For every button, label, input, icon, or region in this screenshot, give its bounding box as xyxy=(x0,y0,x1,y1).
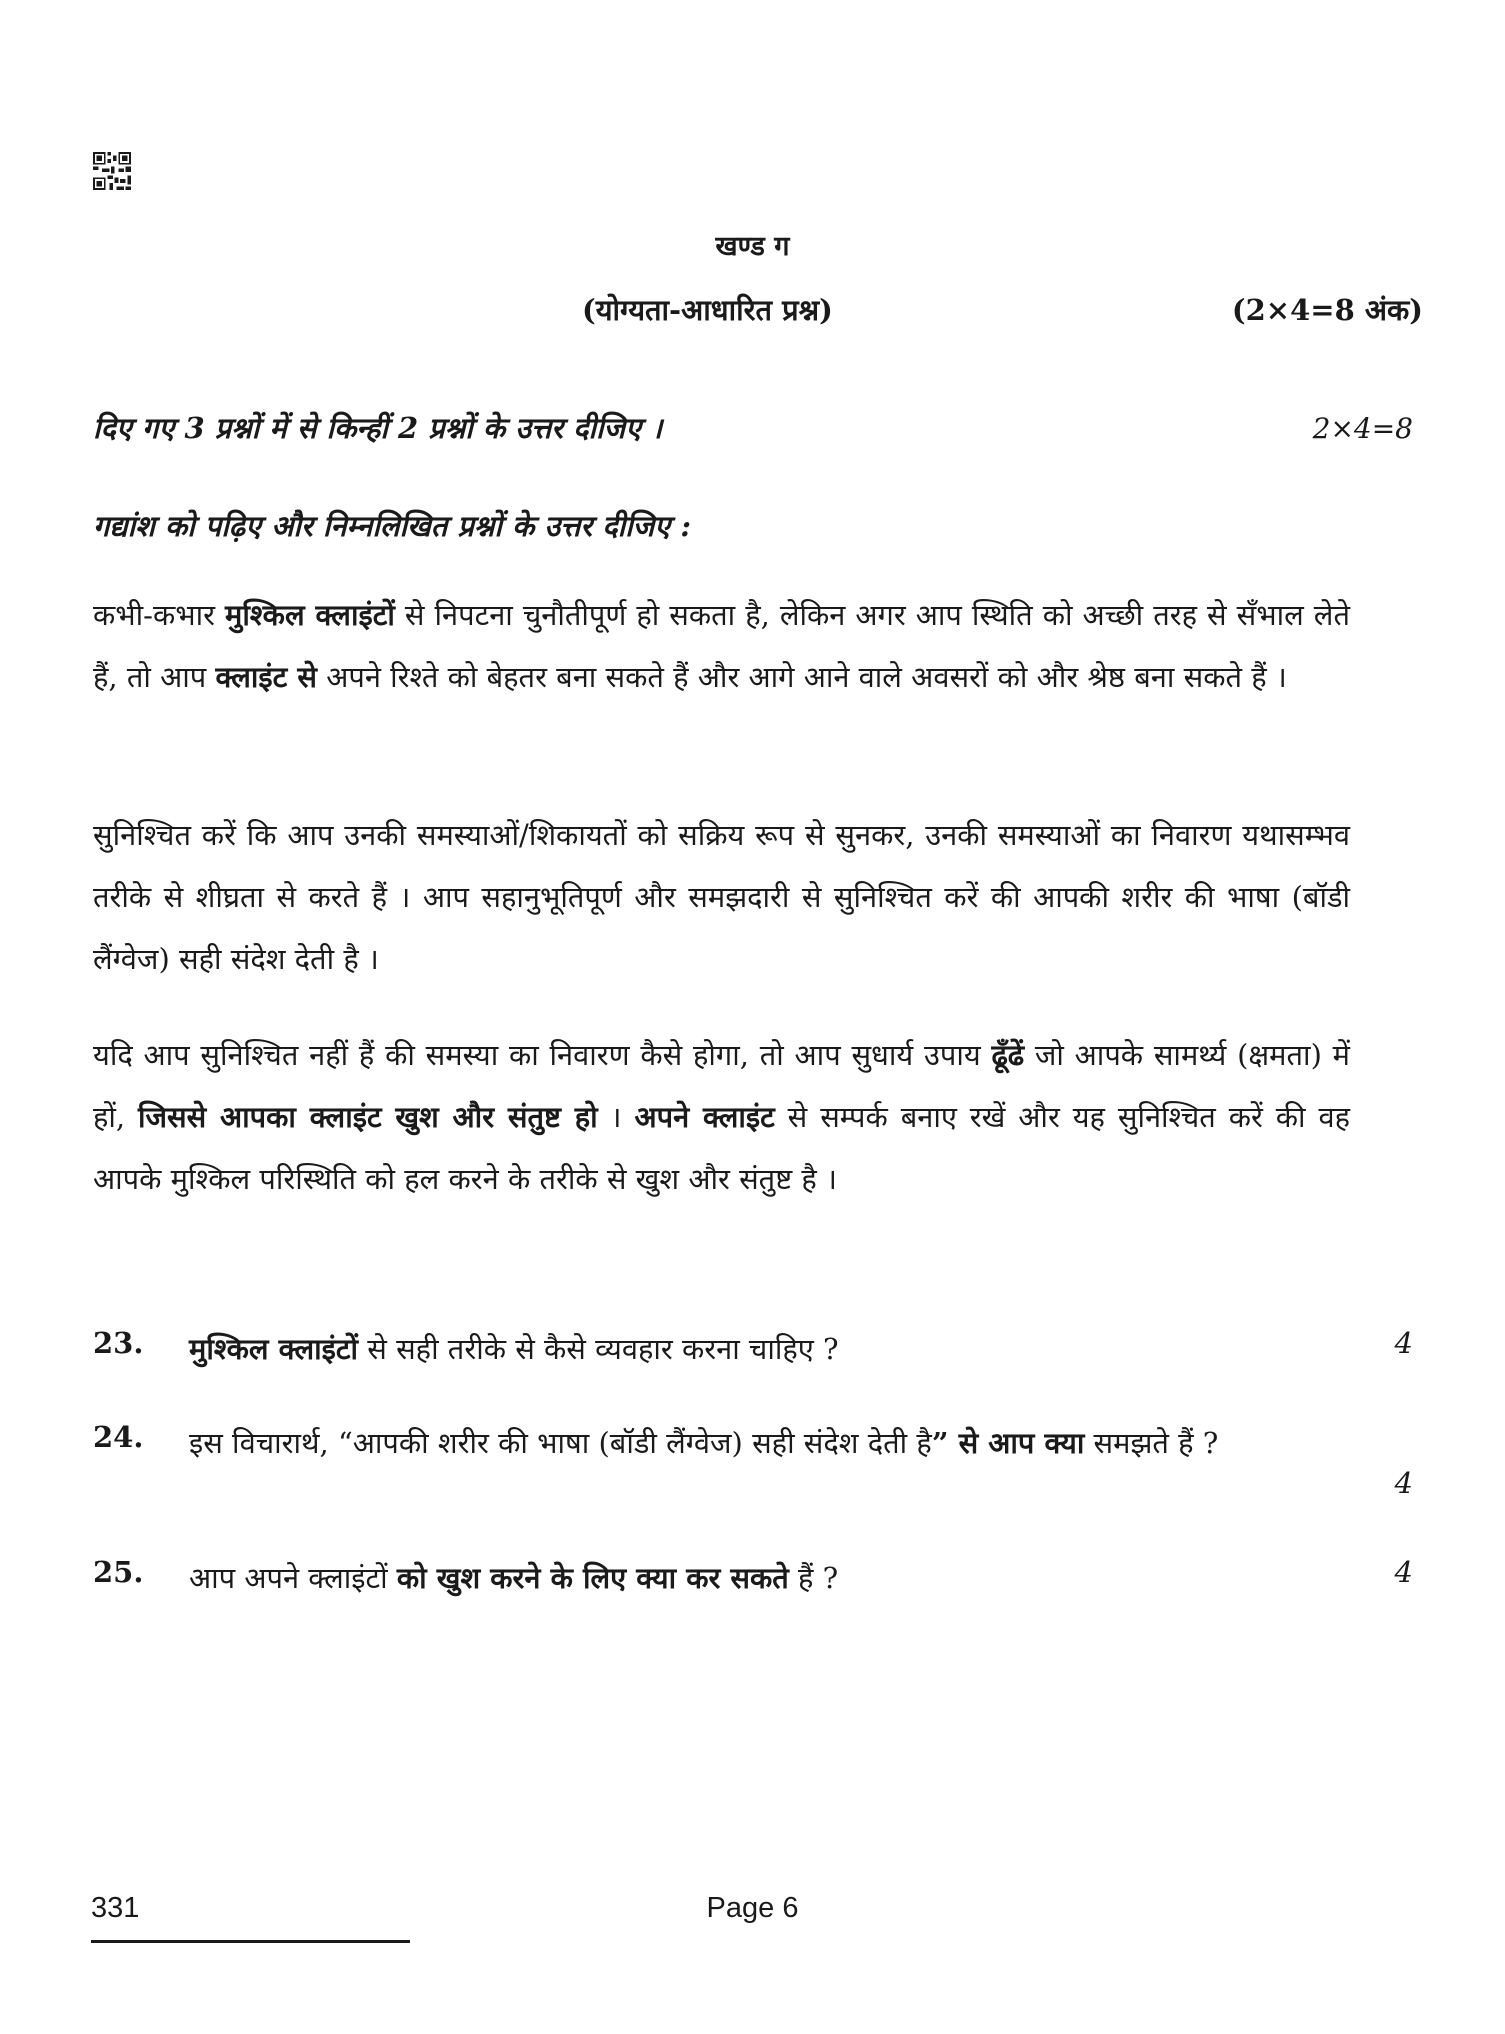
passage-bold-text: जिससे आपका क्लाइंट खुश और संतुष्ट हो xyxy=(138,1100,598,1134)
section-subtitle: (योग्यता-आधारित प्रश्न) xyxy=(582,293,833,327)
passage-paragraph-2: सुनिश्चित करें कि आप उनकी समस्याओं/शिकायतों को सक्रिय रूप से सुनकर, उनकी समस्याओं का निवारण यथासम्भव तरीके से शीघ्रता से करते हैं । आप सहानुभूतिपूर्ण और समझदारी से सुनिश्चित करें की आपकी शरीर की भाषा (बॉडी लैंग्वेज) सही संदेश देती है । xyxy=(93,818,1350,976)
question-marks: 4 xyxy=(1394,1555,1413,1589)
passage-text: से सम्पर्क बनाए रखें और यह सुनिश्चित करें की वह आपके मुश्किल परिस्थिति को हल करने के तरीके से खुश और संतुष्ट है । xyxy=(93,1100,1350,1196)
passage-bold-text: मुश्किल क्लाइंटों xyxy=(225,598,395,632)
question-bold-text: मुश्किल क्लाइंटों xyxy=(189,1332,359,1366)
passage-paragraph-3 xyxy=(93,1024,1350,1210)
paper-code: 331 xyxy=(91,1892,140,1924)
footer-divider xyxy=(91,1940,410,1943)
passage-paragraph-1 xyxy=(93,584,1350,708)
page-number: Page 6 xyxy=(706,1892,799,1924)
attempt-marks: 2×4=8 xyxy=(1312,412,1413,445)
question-bold-text: को खुश करने के लिए क्या कर सकते xyxy=(396,1561,789,1595)
question-plain-text: से सही तरीके से कैसे व्यवहार करना चाहिए ? xyxy=(358,1332,839,1366)
question-number: 25. xyxy=(93,1555,144,1589)
question-plain-text: इस विचारार्थ, “आपकी शरीर की भाषा (बॉडी लैंग्वेज) सही संदेश देती है xyxy=(189,1426,932,1460)
section-title: खण्ड ग xyxy=(715,231,790,262)
passage-text: यदि आप सुनिश्चित नहीं हैं की समस्या का निवारण कैसे होगा, तो आप सुधार्य उपाय xyxy=(93,1038,992,1072)
read-instruction: गद्यांश को पढ़िए और निम्नलिखित प्रश्नों के उत्तर दीजिए : xyxy=(93,509,692,543)
passage-text: कभी-कभार xyxy=(93,598,226,632)
section-marks: (2×4=8 अंक) xyxy=(1231,293,1423,327)
passage-bold-text: ढूँढें xyxy=(991,1038,1025,1072)
passage-bold-text: अपने क्लाइंट xyxy=(634,1100,775,1134)
question-number: 23. xyxy=(93,1326,144,1360)
passage-text: अपने रिश्ते को बेहतर बना सकते हैं और आगे आने वाले अवसरों को और श्रेष्ठ बना सकते हैं । xyxy=(316,660,1287,694)
attempt-instruction: दिए गए 3 प्रश्नों में से किन्हीं 2 प्रश्नों के उत्तर दीजिए । xyxy=(93,411,663,445)
question-marks: 4 xyxy=(1394,1326,1413,1360)
question-text xyxy=(189,1555,1339,1601)
question-text xyxy=(189,1326,1339,1372)
passage-text: । xyxy=(597,1100,635,1134)
question-number: 24. xyxy=(93,1420,144,1454)
question-marks: 4 xyxy=(1394,1466,1413,1500)
question-plain-text: आप अपने क्लाइंटों xyxy=(189,1561,397,1595)
qr-code-icon xyxy=(93,152,131,190)
passage-text: से निपटना चुनौतीपूर्ण हो सकता है, लेकिन अगर आप स्थिति को अच्छी तरह से सँभाल लेते हैं, तो आप xyxy=(93,598,1351,694)
passage-text: जो आपके सामर्थ्य (क्षमता) में हों, xyxy=(93,1038,1350,1134)
question-plain-text: हैं ? xyxy=(788,1561,839,1595)
question-plain-text: समझते हैं ? xyxy=(1084,1426,1219,1460)
passage-bold-text: क्लाइंट से xyxy=(215,660,317,694)
question-text xyxy=(189,1420,1339,1466)
question-bold-text: ” से आप क्या xyxy=(931,1426,1085,1460)
